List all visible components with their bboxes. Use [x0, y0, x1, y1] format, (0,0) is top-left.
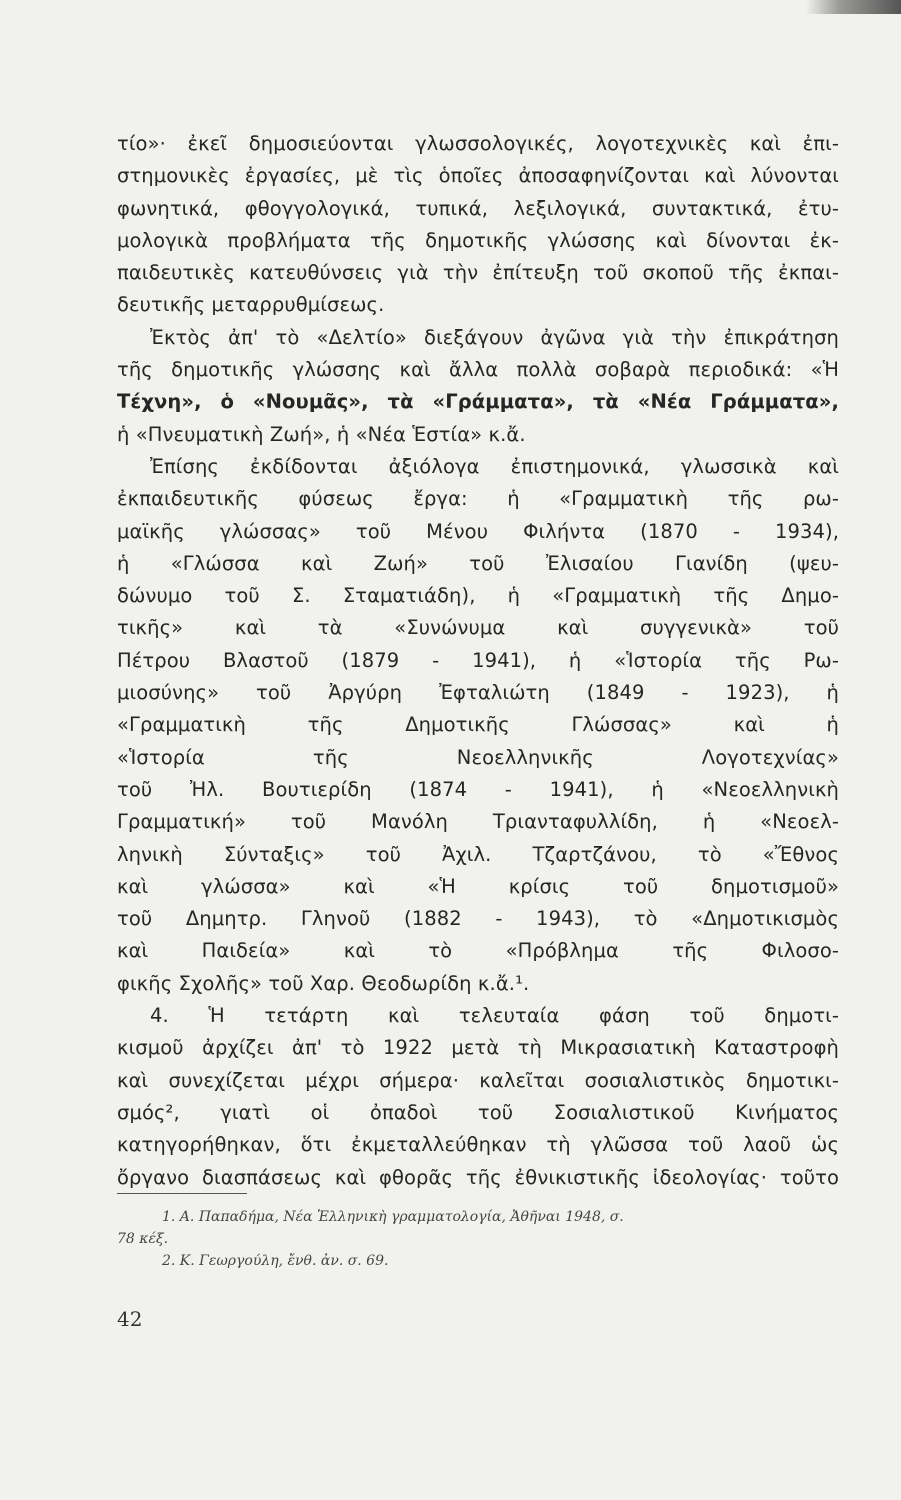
text-line: μολογικὰ προβλήματα τῆς δημοτικῆς γλώσσης καὶ δίνονται ἐκ-	[117, 228, 839, 252]
footnotes	[117, 1206, 839, 1272]
text-line: ἡ «Γλώσσα καὶ Ζωή» τοῦ Ἐλισαίου Γιανίδη (ψευ-	[117, 551, 839, 575]
text-line: τοῦ Δημητρ. Γληνοῦ (1882 - 1943), τὸ «Δημοτικισμὸς	[117, 907, 839, 931]
text-line: σμός², γιατὶ οἱ ὀπαδοὶ τοῦ Σοσιαλιστικοῦ Κινήματος	[117, 1100, 839, 1124]
text-line: στημονικὲς ἐργασίες, μὲ τὶς ὁποῖες ἀποσαφηνίζονται καὶ λύνονται	[117, 164, 839, 188]
footnote: 78 κέξ.	[117, 1231, 169, 1247]
text-line: ἐκπαιδευτικῆς φύσεως ἔργα: ἡ «Γραμματικὴ τῆς ρω-	[117, 487, 839, 511]
text-line: φικῆς Σχολῆς» τοῦ Χαρ. Θεοδωρίδη κ.ἄ.¹.	[117, 971, 530, 995]
footnote-divider	[117, 1193, 247, 1194]
text-line: μαϊκῆς γλώσσας» τοῦ Μένου Φιλήντα (1870 - 1934),	[117, 519, 839, 543]
main-text	[117, 128, 839, 1194]
text-line: ὄργανο διασπάσεως καὶ φθορᾶς τῆς ἐθνικιστικῆς ἰδεολογίας· τοῦτο	[117, 1165, 839, 1189]
text-line: ἡ «Πνευματικὴ Ζωή», ἡ «Νέα Ἑστία» κ.ἄ.	[117, 422, 526, 446]
text-line: ληνικὴ Σύνταξις» τοῦ Ἀχιλ. Τζαρτζάνου, τὸ «Ἔθνος	[117, 842, 839, 866]
text-line: καὶ συνεχίζεται μέχρι σήμερα· καλεῖται σοσιαλιστικὸς δημοτικι-	[117, 1068, 839, 1092]
text-line: κατηγορήθηκαν, ὅτι ἐκμεταλλεύθηκαν τὴ γλῶσσα τοῦ λαοῦ ὡς	[117, 1133, 839, 1157]
text-line: Ἐπίσης ἐκδίδονται ἀξιόλογα ἐπιστημονικά, γλωσσικὰ καὶ	[150, 454, 839, 478]
text-line: τῆς δημοτικῆς γλώσσης καὶ ἄλλα πολλὰ σοβαρὰ περιοδικά: «Ἡ	[117, 358, 839, 382]
text-line: δευτικῆς μεταρρυθμίσεως.	[117, 293, 385, 317]
footnote: 2. Κ. Γεωργούλη, ἔνθ. ἀν. σ. 69.	[162, 1253, 389, 1269]
text-line: Ἐκτὸς ἀπ' τὸ «Δελτίο» διεξάγουν ἀγῶνα γιὰ τὴν ἐπικράτηση	[150, 325, 839, 349]
text-line: Τέχνη», ὁ «Νουμᾶς», τὰ «Γράμματα», τὰ «Νέα Γράμματα»,	[117, 390, 839, 414]
page-number: 42	[117, 1307, 143, 1331]
text-line: «Γραμματικὴ τῆς Δημοτικῆς Γλώσσας» καὶ ἡ	[117, 713, 839, 737]
text-line: τοῦ Ἠλ. Βουτιερίδη (1874 - 1941), ἡ «Νεοελληνικὴ	[117, 777, 839, 801]
text-line: καὶ γλώσσα» καὶ «Ἡ κρίσις τοῦ δημοτισμοῦ»	[117, 874, 839, 898]
text-line: «Ἱστορία τῆς Νεοελληνικῆς Λογοτεχνίας»	[117, 745, 839, 769]
text-line: καὶ Παιδεία» καὶ τὸ «Πρόβλημα τῆς Φιλοσο-	[117, 939, 839, 963]
text-line: μιοσύνης» τοῦ Ἀργύρη Ἐφταλιώτη (1849 - 1923), ἡ	[117, 681, 839, 705]
text-line: τικῆς» καὶ τὰ «Συνώνυμα καὶ συγγενικὰ» τοῦ	[117, 616, 839, 640]
text-line: 4. Ἡ τετάρτη καὶ τελευταία φάση τοῦ δημοτι-	[150, 1004, 839, 1028]
text-line: κισμοῦ ἀρχίζει ἀπ' τὸ 1922 μετὰ τὴ Μικρασιατικὴ Καταστροφὴ	[117, 1036, 839, 1060]
text-line: τίο»· ἐκεῖ δημοσιεύονται γλωσσολογικές, λογοτεχνικὲς καὶ ἐπι-	[117, 132, 839, 155]
footnote: 1. Α. Παπαδήμα, Νέα Ἑλληνικὴ γραμματολογία, Ἀθῆναι 1948, σ.	[162, 1209, 624, 1225]
text-line: Γραμματική» τοῦ Μανόλη Τριανταφυλλίδη, ἡ «Νεοελ-	[117, 810, 839, 834]
text-line: φωνητικά, φθογγολογικά, τυπικά, λεξιλογικά, συντακτικά, ἐτυ-	[117, 196, 839, 220]
text-line: παιδευτικὲς κατευθύνσεις γιὰ τὴν ἐπίτευξη τοῦ σκοποῦ τῆς ἐκπαι-	[117, 261, 839, 285]
scan-edge-mark	[806, 0, 901, 14]
text-line: Πέτρου Βλαστοῦ (1879 - 1941), ἡ «Ἱστορία τῆς Ρω-	[117, 648, 839, 672]
text-line: δώνυμο τοῦ Σ. Σταματιάδη), ἡ «Γραμματικὴ τῆς Δημο-	[117, 584, 839, 608]
